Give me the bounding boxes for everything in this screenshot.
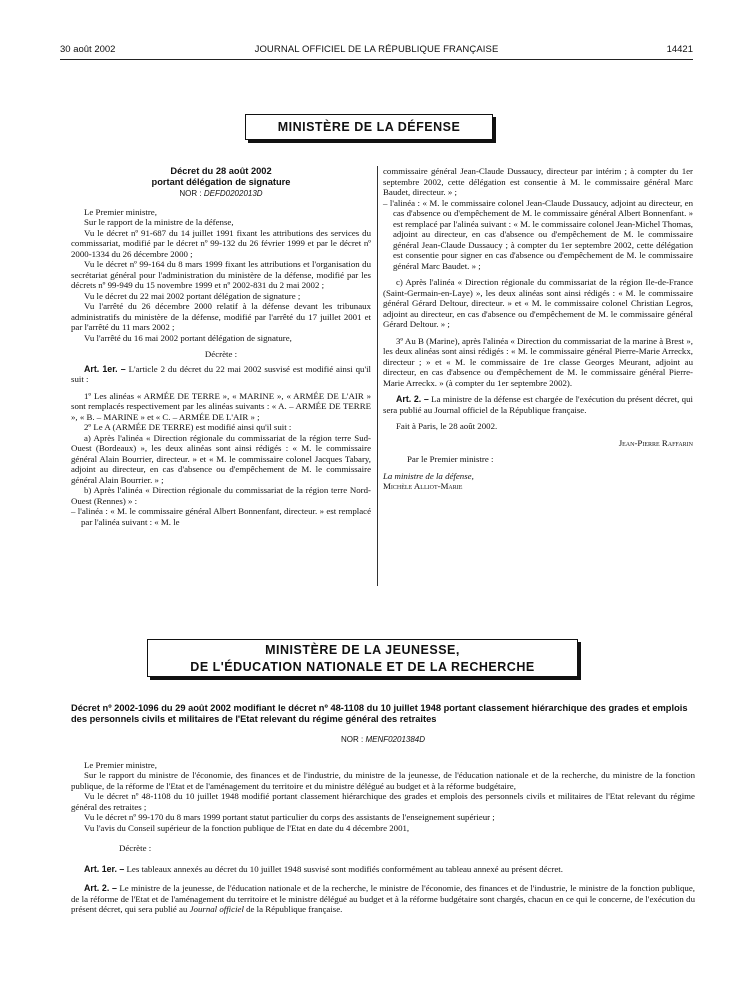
done-at: Fait à Paris, le 28 août 2002.: [396, 421, 498, 431]
pm-signature: Jean-Pierre Raffarin: [618, 437, 693, 448]
decree1-left-column: [71, 166, 371, 527]
article-2: Art. 2. – Le ministre de la jeunesse, de l'éducation nationale et de la recherche, le ministre de l'économie, des finances et de l'industrie, le ministre de la fonction publique, de la réforme de l'Etat et de l'aménagement du territoire et le ministre délégué au budget et à la réforme budgétaire sont chargés, chacun en ce qui le concerne, de l'exécution du présent décret, qui sera publié au Journal officiel de la République française.: [71, 883, 695, 914]
decree2-nor-code: MENF0201384D: [365, 735, 426, 744]
decree1-nor: NOR : DEFD0202013D: [179, 189, 263, 198]
paragraph: Le Premier ministre,: [84, 759, 157, 770]
paragraph: 1º Les alinéas « ARMÉE DE TERRE », « MARINE », « ARMÉE DE L'AIR » sont remplacés respectivement par les alinéas suivants : « A. – ARMÉE DE TERRE », « B. – MARINE » et « C. – ARMÉE DE L'AIR » ;: [71, 390, 371, 422]
column-divider: [377, 166, 378, 586]
paragraph: Sur le rapport du ministre de l'économie, des finances et de l'industrie, du ministre de la jeunesse, de l'éducation nationale et de la recherche, du ministre de la fonction publique, de la réforme de l'Etat et de l'aménagement du territoire et du ministre délégué au budget et à la réforme budgétaire,: [71, 770, 695, 791]
decree2-nor: NOR : MENF0201384D: [340, 735, 426, 744]
paragraph: c) Après l'alinéa « Direction régionale du commissariat de la région Ile-de-France (Saint-Germain-en-Laye) », les deux alinéas sont ainsi rédigés : « M. le commissaire général Gérard Deltour, directeur. » et « M. le commissaire colonel Christian Legros, adjoint au directeur, en cas d'absence ou d'empêchement de M. le commissaire général Gérard Deltour. » ;: [383, 277, 693, 329]
header-date: 30 août 2002: [60, 44, 116, 55]
journal-officiel-italic: Journal officiel: [189, 904, 244, 914]
paragraph: Vu le décret du 22 mai 2002 portant délégation de signature ;: [84, 290, 301, 301]
page-header: [60, 44, 693, 60]
paragraph: Le Premier ministre,: [84, 206, 157, 217]
paragraph: Vu l'arrêté du 16 mai 2002 portant délégation de signature,: [84, 332, 292, 343]
decree1-nor-code: DEFD0202013D: [203, 189, 263, 198]
header-journal-title: JOURNAL OFFICIEL DE LA RÉPUBLIQUE FRANÇAISE: [254, 44, 499, 55]
article-1: Art. 1er. – Les tableaux annexés au décret du 10 juillet 1948 susvisé sont modifiés conformément au tableau annexé au présent décret.: [84, 863, 563, 874]
decrete-label: Décrète :: [119, 843, 152, 853]
paragraph: 2º Le A (ARMÉE DE TERRE) est modifié ainsi qu'il suit :: [84, 422, 292, 432]
header-rule: [60, 59, 693, 60]
paragraph: 3º Au B (Marine), après l'alinéa « Direction du commissariat de la marine à Brest », les deux alinéas sont ainsi rédigés : « M. le commissaire général Pierre-Marie Arreckx, directeur ; » et « M. le commissaire de 1re classe Georges Meurant, adjoint au directeur, en cas d'absence ou d'empêchement de M. le commissaire général Pierre-Marie Arreckx. » (à compter du 1er septembre 2002).: [383, 335, 693, 388]
decree2-title: Décret nº 2002-1096 du 29 août 2002 modifiant le décret nº 48-1108 du 10 juillet 1948 portant classement hiérarchique des grades et emplois des personnels civils et militaires de l'Etat relevant du régime général des retraites: [71, 703, 688, 724]
ministry-heading-defense: MINISTÈRE DE LA DÉFENSE: [245, 114, 493, 140]
paragraph: – l'alinéa : « M. le commissaire colonel Jean-Claude Dussaucy, adjoint au directeur, en cas d'absence ou d'empêchement de M. le commissaire général Albert Bonnenfant. » est remplacé par l'alinéa suivant : « M. le commissaire colonel Jean-Michel Thomas, adjoint au directeur, en cas d'absence ou d'empêchement de M. le commissaire général Jean-Claude Dussaucy ; à compter du 1er septembre 2002, cette délégation est consentie pour signer en cas d'absence ou d'empêchement de M. le commissaire général Marc Baudet. » ;: [383, 197, 693, 271]
ministry-heading-education: MINISTÈRE DE LA JEUNESSE, DE L'ÉDUCATION NATIONALE ET DE LA RECHERCHE: [147, 639, 578, 677]
by-pm: Par le Premier ministre :: [407, 454, 494, 464]
paragraph: – l'alinéa : « M. le commissaire général Albert Bonnenfant, directeur. » est remplacé par l'alinéa suivant : « M. le: [71, 506, 371, 527]
paragraph: Vu l'avis du Conseil supérieur de la fonction publique de l'Etat en date du 4 décembre 2001,: [84, 822, 410, 833]
decree1-title: Décret du 28 août 2002 portant délégation de signature: [151, 166, 291, 187]
paragraph: commissaire général Jean-Claude Dussaucy, directeur par intérim ; à compter du 1er septembre 2002, cette délégation est consentie à M. le commissaire général Marc Baudet, directeur. » ;: [383, 166, 693, 197]
paragraph: Sur le rapport de la ministre de la défense,: [84, 217, 234, 227]
paragraph: Vu le décret nº 99-164 du 8 mars 1999 fixant les attributions et l'organisation du secrétariat général pour l'administration du ministère de la défense, modifié par les décrets nº 99-949 du 15 novembre 1999 et nº 2002-831 du 2 mai 2002 ;: [71, 259, 371, 290]
decrete-label: Décrète :: [204, 349, 238, 359]
minister-name: Michèle Alliot-Marie: [383, 481, 463, 491]
decree2: [71, 703, 695, 915]
article-1: Art. 1er. – L'article 2 du décret du 22 mai 2002 susvisé est modifié ainsi qu'il suit :: [71, 363, 371, 384]
paragraph: Vu le décret nº 48-1108 du 10 juillet 1948 modifié portant classement hiérarchique des grades et emplois des personnels civils et militaires de l'Etat relevant du régime général des retraites ;: [71, 791, 695, 812]
article-2: Art. 2. – La ministre de la défense est chargée de l'exécution du présent décret, qui sera publié au Journal officiel de la République française.: [383, 394, 693, 415]
paragraph: a) Après l'alinéa « Direction régionale du commissariat de la région terre Sud-Ouest (Bordeaux) », les deux alinéas sont ainsi rédigés : « M. le commissaire général Alain Bourrier, directeur. » et « M. le commissaire colonel Jacques Tabary, adjoint au directeur, en cas d'absence ou d'empêchement de M. le commissaire général Alain Bourrier. » ;: [71, 432, 371, 485]
paragraph: b) Après l'alinéa « Direction régionale du commissariat de la région terre Nord-Ouest (Rennes) » :: [71, 485, 371, 506]
minister-title: La ministre de la défense,: [383, 470, 474, 481]
decree1-right-column: [383, 166, 693, 492]
header-page-number: 14421: [666, 44, 693, 55]
paragraph: Vu l'arrêté du 26 décembre 2000 relatif à la défense devant les tribunaux administratifs du ministère de la défense, modifié par l'arrêté du 17 juillet 2001 et par l'arrêté du 11 mars 2002 ;: [71, 301, 371, 332]
paragraph: Vu le décret nº 99-170 du 8 mars 1999 portant statut particulier du corps des assistants de l'enseignement supérieur ;: [84, 812, 495, 822]
paragraph: Vu le décret nº 91-687 du 14 juillet 1991 fixant les attributions des services du commissariat, modifié par le décret nº 99-132 du 26 février 1999 et par le décret nº 2000-1334 du 26 décembre 2000 ;: [71, 227, 371, 259]
